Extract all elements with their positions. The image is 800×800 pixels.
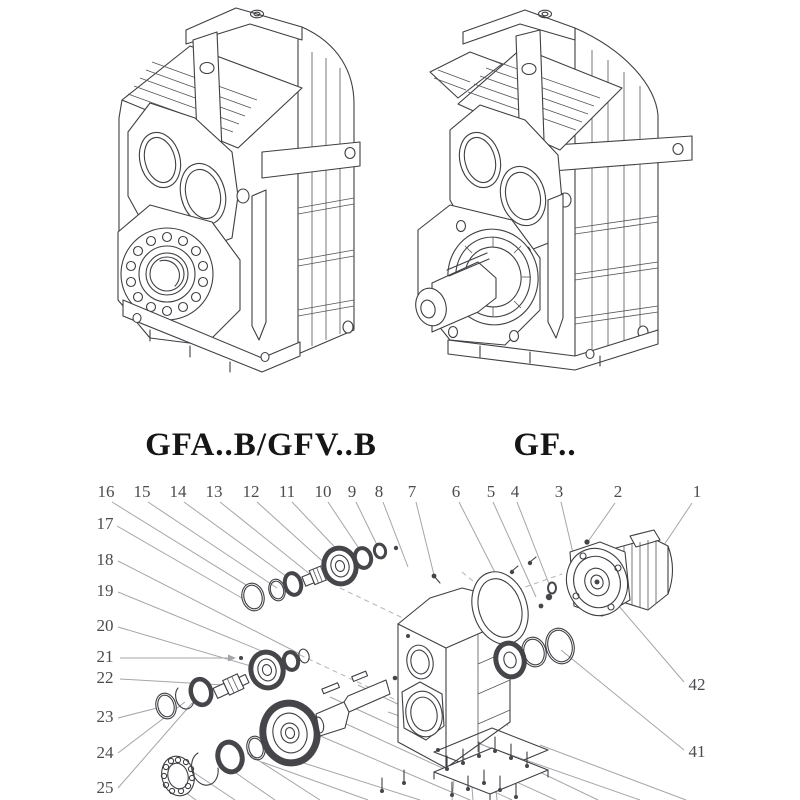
leader-line bbox=[561, 650, 684, 750]
exploded-view bbox=[97, 482, 706, 800]
callout-10: 10 bbox=[314, 482, 332, 501]
figure-label-right: GF.. bbox=[513, 427, 577, 463]
callout-2: 2 bbox=[613, 482, 623, 501]
callout-16: 16 bbox=[97, 482, 115, 501]
leader-line bbox=[148, 502, 277, 588]
leader-line bbox=[184, 502, 294, 582]
callout-21: 21 bbox=[96, 647, 114, 666]
callout-12: 12 bbox=[242, 482, 260, 501]
callout-19: 19 bbox=[96, 581, 114, 600]
callout-17: 17 bbox=[96, 514, 114, 533]
leader-line bbox=[257, 502, 330, 568]
callout-42: 42 bbox=[688, 675, 706, 694]
leader-line bbox=[262, 762, 368, 800]
shaft-key bbox=[322, 683, 340, 694]
callout-20: 20 bbox=[96, 616, 114, 635]
callout-6: 6 bbox=[451, 482, 461, 501]
callout-7: 7 bbox=[407, 482, 417, 501]
leader-line bbox=[612, 598, 684, 682]
leader-line bbox=[288, 758, 420, 800]
shaft-key bbox=[352, 671, 368, 681]
part-motor bbox=[557, 530, 672, 624]
figure-label-left: GFA..B/GFV..B bbox=[145, 427, 377, 463]
callout-1: 1 bbox=[692, 482, 702, 501]
intermediate-pinion bbox=[212, 671, 250, 700]
callout-23: 23 bbox=[96, 707, 114, 726]
callout-18: 18 bbox=[96, 550, 114, 569]
callout-5: 5 bbox=[486, 482, 496, 501]
callout-25: 25 bbox=[96, 778, 114, 797]
callout-11: 11 bbox=[278, 482, 296, 501]
callout-3: 3 bbox=[554, 482, 564, 501]
leader-line bbox=[193, 772, 235, 800]
callout-14: 14 bbox=[169, 482, 187, 501]
gearbox-drawing-right bbox=[412, 10, 692, 370]
callout-13: 13 bbox=[205, 482, 223, 501]
gearbox-drawing-left bbox=[118, 8, 360, 372]
callout-9: 9 bbox=[347, 482, 357, 501]
callout-8: 8 bbox=[374, 482, 384, 501]
callout-24: 24 bbox=[96, 743, 114, 762]
callout-41: 41 bbox=[688, 742, 706, 761]
leader-line bbox=[587, 503, 615, 543]
callout-22: 22 bbox=[96, 668, 114, 687]
leader-line bbox=[118, 561, 300, 654]
leader-line bbox=[118, 627, 261, 669]
callout-15: 15 bbox=[133, 482, 151, 501]
leader-line bbox=[118, 707, 161, 718]
leader-line bbox=[416, 502, 434, 575]
leader-line bbox=[517, 502, 551, 589]
callout-4: 4 bbox=[510, 482, 520, 501]
leader-line bbox=[117, 526, 247, 601]
leader-line bbox=[383, 502, 408, 567]
